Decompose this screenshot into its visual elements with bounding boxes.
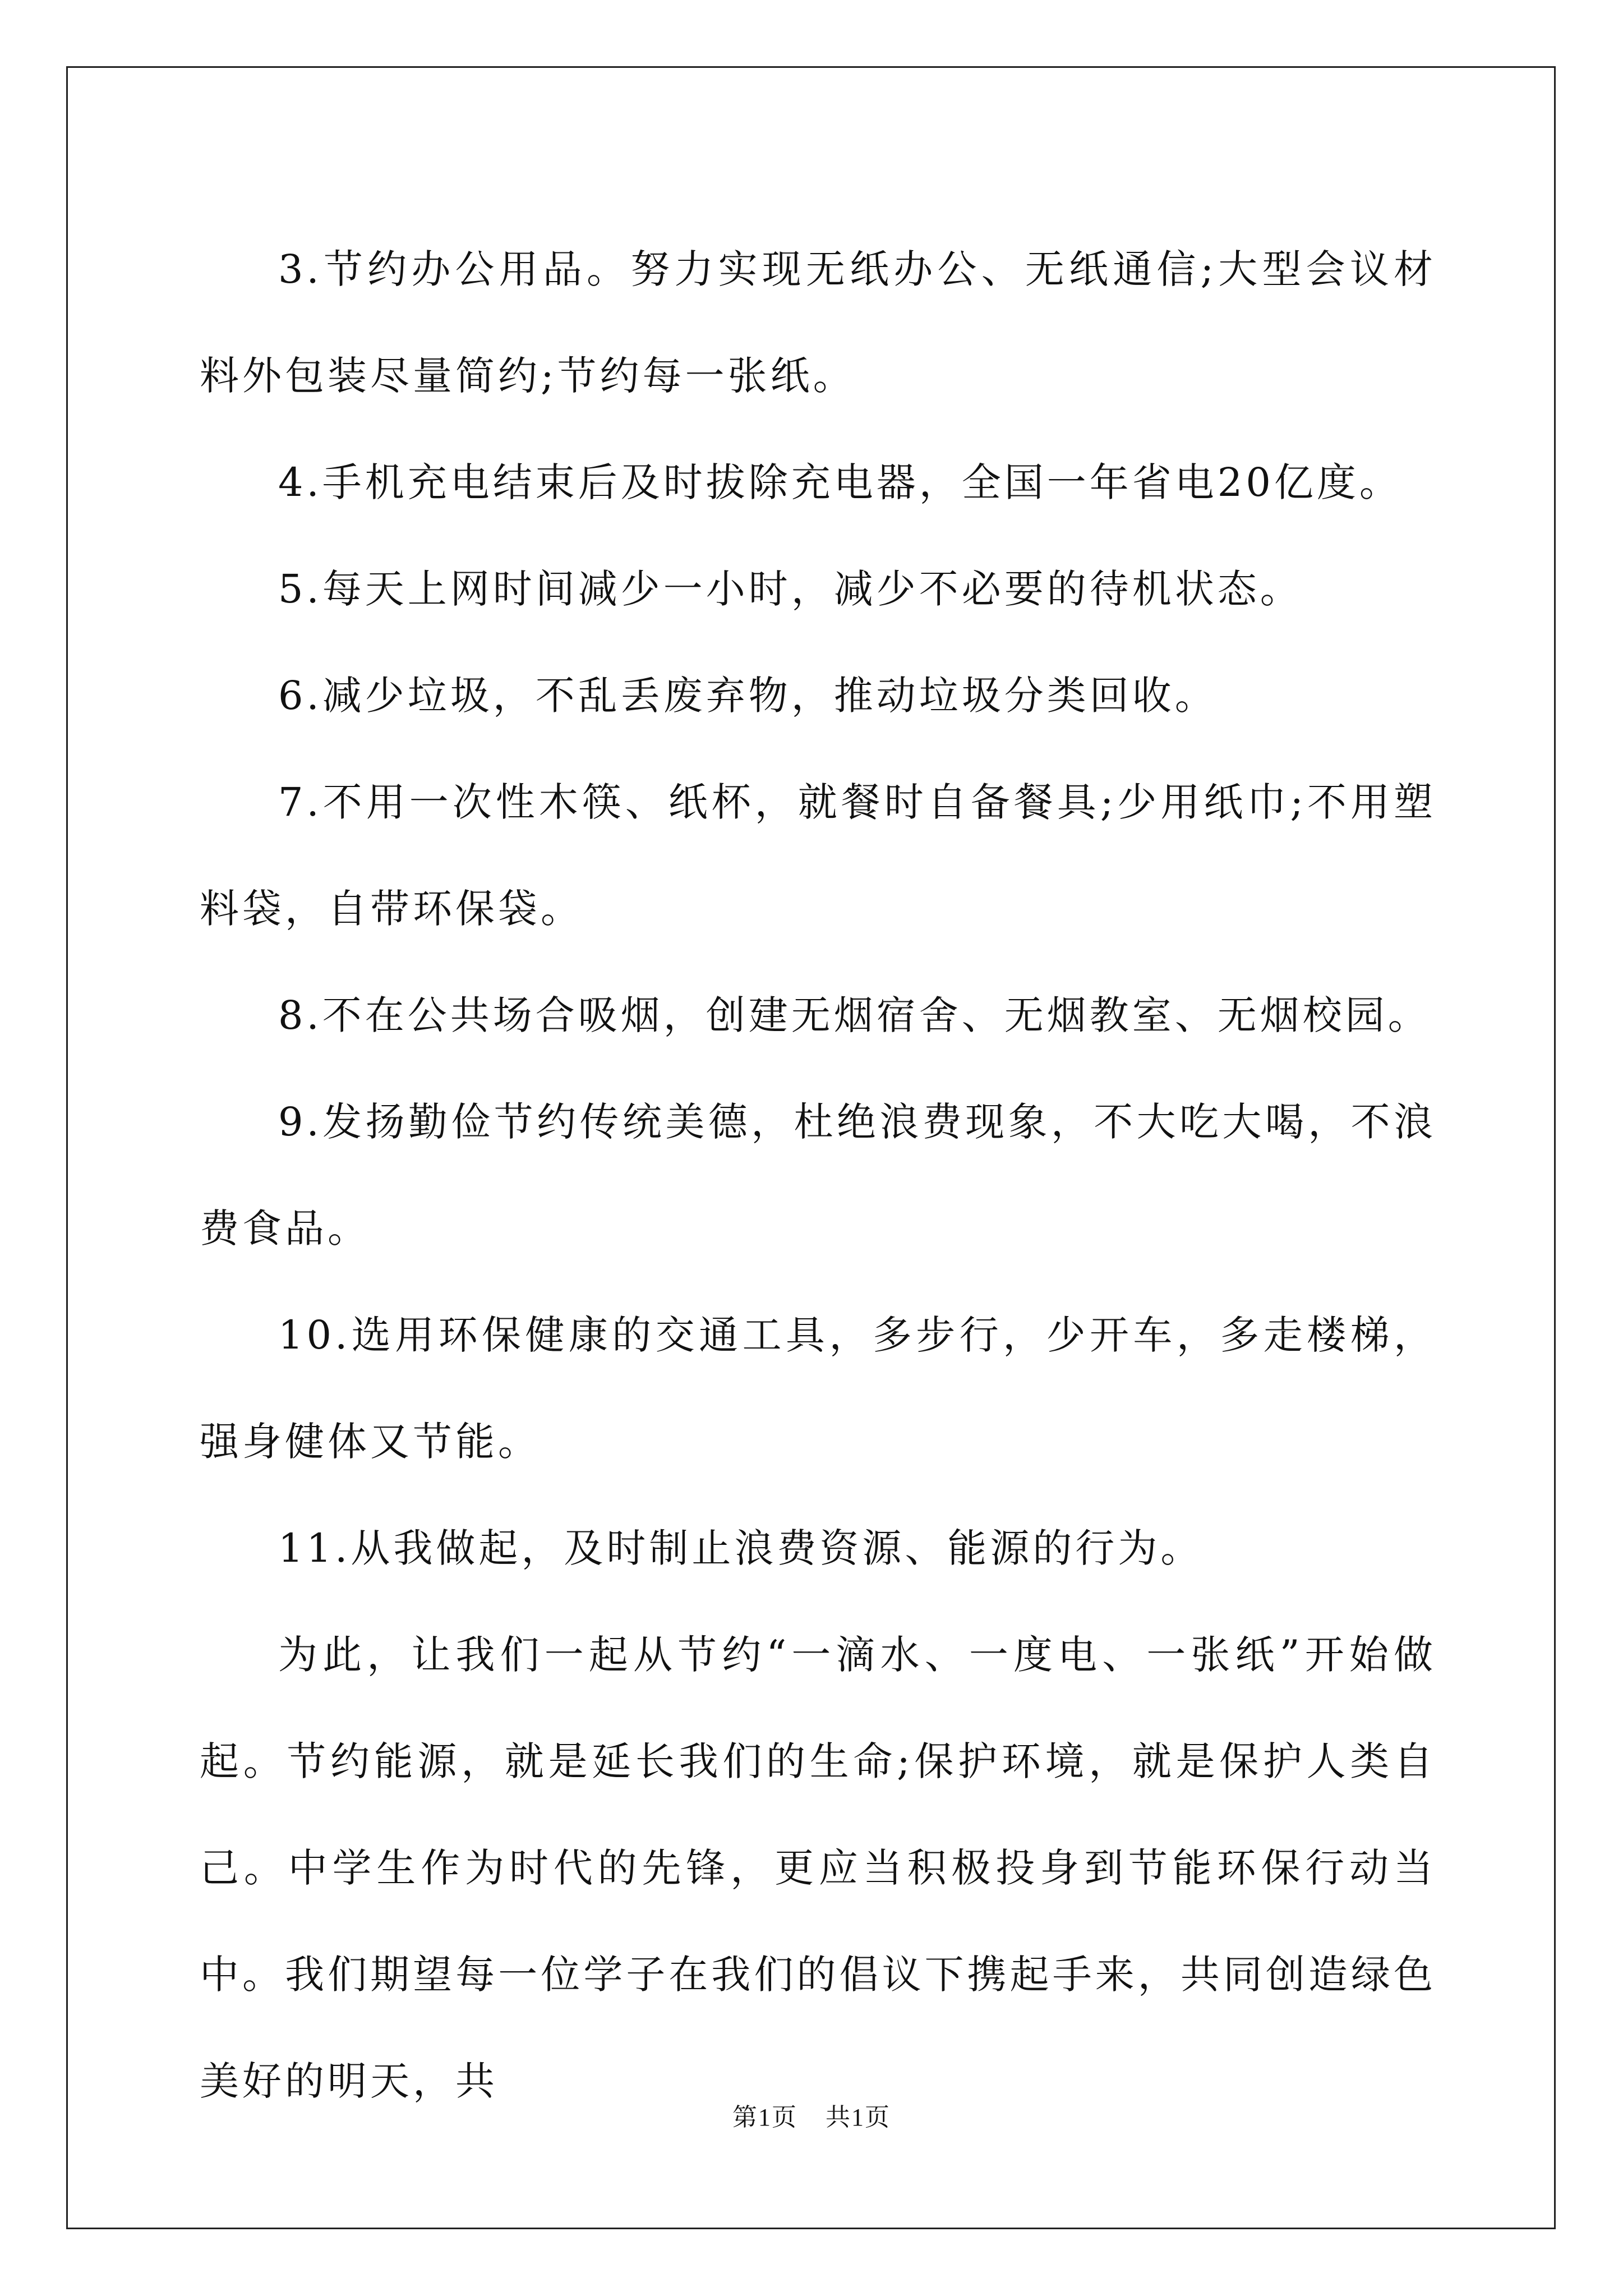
paragraph-item-8: 8.不在公共场合吸烟，创建无烟宿舍、无烟教室、无烟校园。: [278, 992, 1431, 1038]
page-footer: [0, 2097, 1623, 2133]
paragraph-item-3: 3.节约办公用品。努力实现无纸办公、无纸通信;大型会议材料外包装尽量简约;节约每一张纸。: [200, 246, 1436, 399]
paragraph-item-11: 11.从我做起，及时制止浪费资源、能源的行为。: [278, 1525, 1204, 1571]
paragraph-item-5: 5.每天上网时间减少一小时，减少不必要的待机状态。: [278, 566, 1303, 612]
paragraph-item-9: 9.发扬勤俭节约传统美德，杜绝浪费现象，不大吃大喝，不浪费食品。: [200, 1099, 1436, 1251]
paragraph-item-4: 4.手机充电结束后及时拔除充电器，全国一年省电20亿度。: [278, 459, 1402, 505]
document-body: [200, 216, 1436, 2134]
paragraph-item-7: 7.不用一次性木筷、纸杯，就餐时自备餐具;少用纸巾;不用塑料袋，自带环保袋。: [200, 779, 1436, 932]
closing-paragraph: 为此，让我们一起从节约“一滴水、一度电、一张纸”开始做起。节约能源，就是延长我们的生命;保护环境，就是保护人类自己。中学生作为时代的先锋，更应当积极投身到节能环保行动当中。我们期望每一位学子在我们的倡议下携起手来，共同创造绿色美好的明天，共: [200, 1632, 1436, 2104]
paragraph-item-10: 10.选用环保健康的交通工具，多步行，少开车，多走楼梯，强身健体又节能。: [200, 1312, 1436, 1465]
page-number: 第1页: [732, 2104, 797, 2131]
paragraph-item-6: 6.减少垃圾，不乱丢废弃物，推动垃圾分类回收。: [278, 673, 1218, 719]
page-total: 共1页: [826, 2104, 891, 2131]
